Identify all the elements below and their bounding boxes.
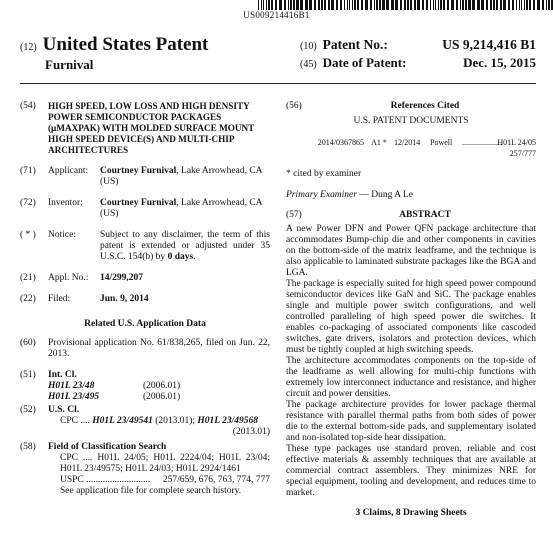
abstract-title: ABSTRACT	[399, 210, 451, 220]
application-number: 14/299,207	[100, 273, 144, 283]
right-column: (56) References Cited U.S. PATENT DOCUMENTS 2014/0367865 A1 * 12/2014 Powell .................... H01L 24/05 257/777 * cited by examiner Primary Examiner — Dung A Le (57) ABSTRACT A new Power DFN and Power QFN package architecture that accommodates Bump-chip die and other components in cavities on the bottom-side of the matrix leadframe, and the technique is also applicable to laminated substrate packages like the BGA and LGA. The package is especially suited for high speed power compound semiconductor devices like GaN and SiC. The package enables single and multiple power switch configurations, and well controlled paralleling of high speed power die switches. It enables co-packaging of associated components like cascoded switches, gate drivers, isolators and protection devices, which must be tightly coupled at high switching speeds. The architecture accommodates components on the top-side of the leadframe as well allowing for multi-chip functions with extremely low interconnect inductance and resistance, and higher circuit and power densities. The package architecture provides for lower package thermal resistance with parallel thermal paths from both sides of power die to the external bottom-side pads, and supplementary isolated and non-isolated top-side heat dissipation. These type packages use standard proven, reliable and cost effective materials & assembly techniques that are available at commercial contract assemblers. They minimizes NRE for special equipment, tooling and development, and reduces time to market. 3 Claims, 8 Drawing Sheets	[286, 101, 536, 518]
country-title: United States Patent	[42, 34, 209, 55]
header-divider	[20, 83, 536, 84]
patent-no-label: Patent No.:	[322, 37, 388, 52]
field-58: (58) Field of Classification Search CPC .... H01L 24/05; H01L 2224/04; H01L 23/04; H01L 23/49575; H01L 24/03; H01L 2924/1461 USPC ........................... 257/659, 676, 763, 774, 777 See application file for complete search history.	[20, 442, 270, 496]
field-51: (51) Int. Cl. H01L 23/48 (2006.01) H01L 23/495 (2006.01)	[20, 370, 181, 402]
int-class-code: H01L 23/48	[48, 381, 95, 391]
field-number: (12)	[20, 42, 37, 53]
related-data-title: Related U.S. Application Data	[84, 319, 206, 329]
abstract-text: A new Power DFN and Power QFN package architecture that accommodates Bump-chip die and other components in cavities on the bottom-side of the matrix leadframe, and the technique is also applicable to laminated substrate packages like the BGA and LGA. The package is especially suited for high speed power compound semiconductor devices like GaN and SiC. The package enables single and multiple power switch configurations, and well controlled paralleling of high speed power die switches. It enables co-packaging of associated components like cascoded switches, gate drivers, isolators and protection devices, which must be tightly coupled at high switching speeds. The architecture accommodates components on the top-side of the leadframe as well allowing for multi-chip functions with extremely low interconnect inductance and resistance, and higher circuit and power densities. The package architecture provides for lower package thermal resistance with parallel thermal paths from both sides of power die to the external bottom-side pads, and supplementary isolated and non-isolated top-side heat dissipation. These type packages use standard proven, reliable and cost effective materials & assembly techniques that are available at commercial contract assemblers. They minimizes NRE for special equipment, tooling and development, and reduces time to market.	[286, 224, 536, 498]
field-notice: ( * ) Notice: Subject to any disclaimer, the term of this patent is extended or adjusted under 35 U.S.C. 154(b) by 0 days.	[20, 230, 270, 262]
patent-date: Dec. 15, 2015	[463, 55, 536, 70]
field-72: (72) Inventor: Courtney Furnival, Lake Arrowhead, CA (US)	[20, 198, 263, 219]
claims-summary: 3 Claims, 8 Drawing Sheets	[355, 508, 467, 518]
primary-examiner: Primary Examiner — Dung A Le	[286, 190, 413, 200]
field-54: (54) HIGH SPEED, LOW LOSS AND HIGH DENSITY POWER SEMICONDUCTOR PACKAGES (μMAXPAK) WITH MOLDED SURFACE MOUNT HIGH SPEED DEVICE(S) AND MULTI-CHIP ARCHITECTURES	[20, 101, 270, 156]
barcode	[0, 0, 553, 10]
inventor-name: Courtney Furnival	[100, 198, 177, 208]
us-patent-documents-title: U.S. PATENT DOCUMENTS	[353, 116, 469, 126]
patent-title: HIGH SPEED, LOW LOSS AND HIGH DENSITY POWER SEMICONDUCTOR PACKAGES (μMAXPAK) WITH MOLDED SURFACE MOUNT HIGH SPEED DEVICE(S) AND MULTI-CHIP ARCHITECTURES	[48, 101, 255, 155]
inventor-surname: Furnival	[45, 57, 94, 72]
int-class-code: H01L 23/495	[48, 392, 100, 402]
field-number: (45)	[300, 59, 317, 70]
patent-header-right	[300, 37, 536, 71]
date-label: Date of Patent:	[322, 55, 407, 70]
field-60: (60) Provisional application No. 61/838,265, filed on Jun. 22, 2013.	[20, 338, 270, 359]
field-22: (22) Filed: Jun. 9, 2014	[20, 294, 270, 305]
citation-row: 2014/0367865 A1 * 12/2014 Powell .................... H01L 24/05	[317, 138, 536, 147]
left-column	[20, 101, 270, 507]
cited-by-note: * cited by examiner	[286, 169, 362, 179]
field-57: (57) ABSTRACT	[286, 210, 536, 221]
publication-number: US009214416B1	[243, 10, 310, 20]
patent-header-left	[20, 34, 208, 73]
field-number: (10)	[300, 41, 317, 52]
field-71: (71) Applicant: Courtney Furnival, Lake Arrowhead, CA (US)	[20, 166, 263, 187]
patent-number: US 9,214,416 B1	[442, 37, 536, 52]
field-21: (21) Appl. No.: 14/299,207	[20, 273, 270, 284]
filed-date: Jun. 9, 2014	[100, 294, 149, 304]
field-56: (56) References Cited	[286, 101, 460, 111]
applicant-name: Courtney Furnival	[100, 166, 177, 176]
field-52: (52) U.S. Cl. CPC .... H01L 23/49541 (2013.01); H01L 23/49568 (2013.01)	[20, 405, 270, 437]
